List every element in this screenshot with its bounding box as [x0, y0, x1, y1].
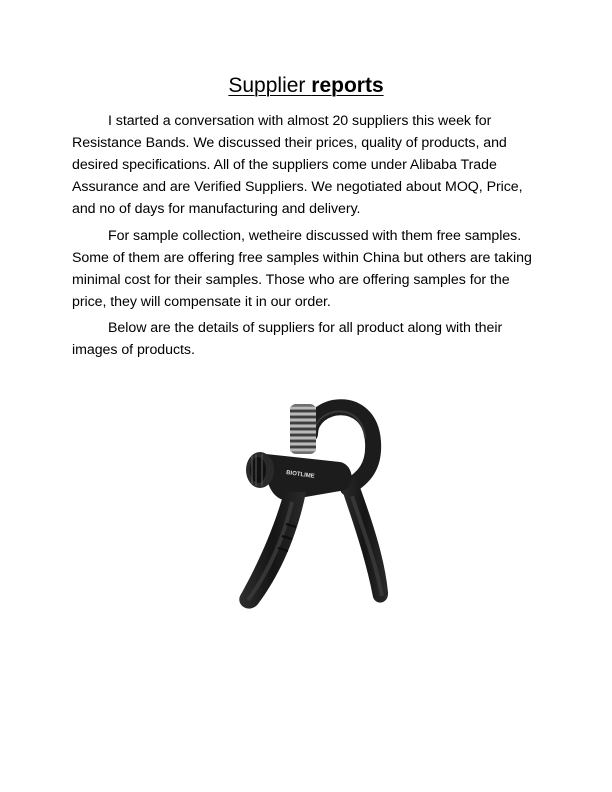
title-regular: Supplier	[228, 74, 306, 97]
hand-grip-image	[228, 392, 400, 620]
paragraph-suppliers: I started a conversation with almost 20 suppliers this week for Resistance Bands. We discussed their prices, quality of products, and desired specifications. All of the suppliers come under Alibaba Trade Assurance and are Verified Suppliers. We negotiated about MOQ, Price, and no of days for manufacturing and delivery.	[72, 113, 523, 217]
grip-left-handle	[239, 492, 306, 609]
paragraph-details: Below are the details of suppliers for all product along with their images of products.	[72, 320, 503, 358]
spring-coil	[290, 404, 316, 454]
title-bold: reports	[311, 74, 384, 97]
page-title	[0, 72, 612, 100]
paragraph-samples: For sample collection, wetheire discussed with them free samples. Some of them are offering free samples within China but others are taking minimal cost for their samples. Those who are offering samples for the price, they will compensate it in our order.	[72, 228, 532, 310]
brand-label: BIOTLIME	[285, 470, 315, 480]
